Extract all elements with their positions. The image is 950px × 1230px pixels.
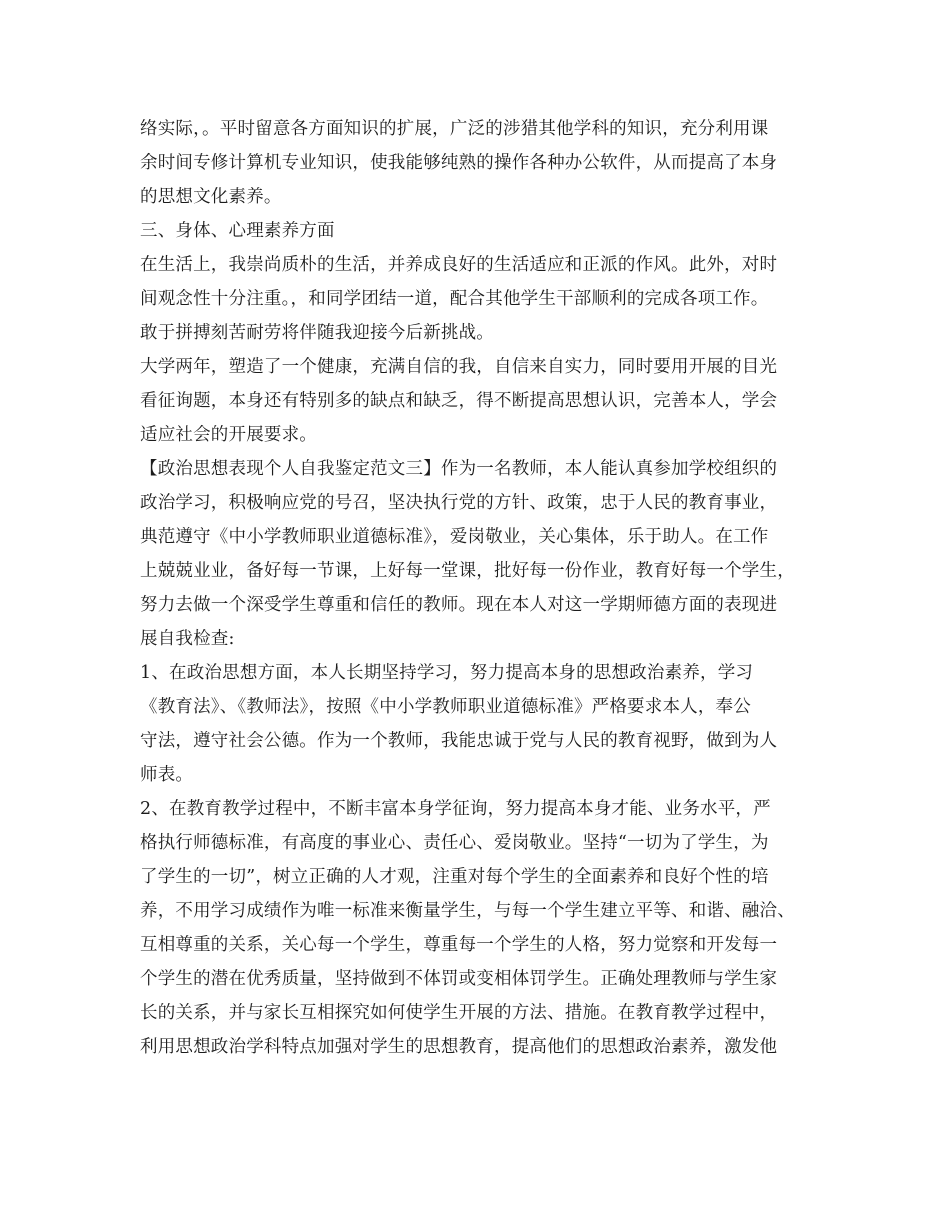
text-line: 在生活上，我崇尚质朴的生活，并养成良好的生活适应和正派的作风。此外，对时	[140, 255, 778, 275]
paragraph-knowledge-continuation	[140, 112, 820, 214]
text-line: 大学两年，塑造了一个健康，充满自信的我，自信来自实力，同时要用开展的目光	[140, 357, 778, 377]
text-line: 利用思想政治学科特点加强对学生的思想教育，提高他们的思想政治素养，激发他	[140, 1037, 778, 1057]
paragraph-point-two-teaching	[140, 792, 820, 1064]
text-line: 【政治思想表现个人自我鉴定范文三】作为一名教师，本人能认真参加学校组织的	[140, 459, 778, 479]
text-line: 的思想文化素养。	[140, 187, 282, 207]
section-heading-physical-mental	[140, 214, 820, 248]
text-line: 上兢兢业业，备好每一节课，上好每一堂课，批好每一份作业，教育好每一个学生，	[140, 561, 795, 581]
text-line: 间观念性十分注重。，和同学团结一道，配合其他学生干部顺利的完成各项工作。	[140, 289, 769, 309]
text-line: 看征询题，本身还有特别多的缺点和缺乏，得不断提高思想认识，完善本人，学会	[140, 391, 778, 411]
paragraph-sample-three-intro	[140, 452, 820, 656]
text-line: 余时间专修计算机专业知识，使我能够纯熟的操作各种办公软件，从而提高了本身	[140, 153, 778, 173]
text-line: 三、身体、心理素养方面	[140, 221, 335, 241]
text-line: 长的关系，并与家长互相探究如何使学生开展的方法、措施。在教育教学过程中，	[140, 1003, 778, 1023]
text-line: 敢于拼搏刻苦耐劳将伴随我迎接今后新挑战。	[140, 323, 494, 343]
text-line: 格执行师德标准，有高度的事业心、责任心、爱岗敬业。坚持“一切为了学生，为	[140, 833, 769, 853]
text-line: 养，不用学习成绩作为唯一标准来衡量学生，与每一个学生建立平等、和谐、融洽、	[140, 901, 795, 921]
text-line: 2、在教育教学过程中，不断丰富本身学征询，努力提高本身才能、业务水平，严	[140, 799, 771, 819]
text-line: 典范遵守《中小学教师职业道德标准》，爱岗敬业，关心集体，乐于助人。在工作	[140, 527, 769, 547]
text-line: 守法，遵守社会公德。作为一个教师，我能忠诚于党与人民的教育视野，做到为人	[140, 731, 778, 751]
paragraph-point-one-political	[140, 656, 820, 792]
text-line: 《教育法》、《教师法》，按照《中小学教师职业道德标准》严格要求本人，奉公	[140, 697, 751, 717]
text-line: 努力去做一个深受学生尊重和信任的教师。现在本人对这一学期师德方面的表现进	[140, 595, 778, 615]
document-body	[140, 112, 820, 1064]
paragraph-life-habits	[140, 248, 820, 350]
text-line: 政治学习，积极响应党的号召，坚决执行党的方针、政策，忠于人民的教育事业，	[140, 493, 778, 513]
text-line: 了学生的一切”，树立正确的人才观，注重对每个学生的全面素养和良好个性的培	[140, 867, 769, 887]
text-line: 适应社会的开展要求。	[140, 425, 317, 445]
text-line: 师表。	[140, 765, 194, 785]
text-line: 个学生的潜在优秀质量，坚持做到不体罚或变相体罚学生。正确处理教师与学生家	[140, 969, 778, 989]
text-line: 展自我检查:	[140, 629, 235, 649]
text-line: 互相尊重的关系，关心每一个学生，尊重每一个学生的人格，努力觉察和开发每一	[140, 935, 778, 955]
paragraph-two-years-summary	[140, 350, 820, 452]
text-line: 络实际，。平时留意各方面知识的扩展，广泛的涉猎其他学科的知识，充分利用课	[140, 119, 769, 139]
text-line: 1、在政治思想方面，本人长期坚持学习，努力提高本身的思想政治素养，学习	[140, 663, 754, 683]
